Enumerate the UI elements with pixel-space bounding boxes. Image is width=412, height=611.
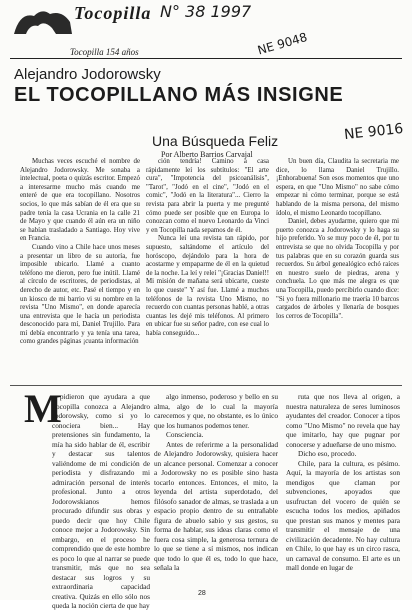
masthead-title: Tocopilla: [74, 3, 152, 23]
masthead-divider: [10, 58, 402, 59]
paragraph: Muchas veces escuché el nombre de Alejandro Jodorowsky. Me sonaba a intelectual, poeta o quizás escritor. Empezó a interesarme mucho más cuando me enteré de que era tocopillano. Nosotros socios, lo que más sabían de él era que su padre tenía la casa Ucrania en la calle 21 de Mayo y que cuando él aún era un niño se habían trasladado a Santiago. Hoy vive en Francia.: [20, 158, 140, 243]
paragraph: Dicho eso, procedo.: [298, 449, 357, 458]
masthead-subtitle: Tocopilla 154 años: [70, 47, 139, 57]
paragraph: algo inmenso, poderoso y bello en su alma, algo de lo cual la mayoría carecemos y que, no obstante, es lo único que los humanos podemos tener.: [154, 392, 278, 430]
article-headline: EL TOCOPILLANO MÁS INSIGNE: [14, 84, 344, 106]
bottom-column-3: [286, 392, 400, 573]
text-column-2: [146, 158, 269, 338]
handwritten-reference-note-right: NE 9016: [343, 120, 405, 144]
text-column-3: [276, 158, 399, 321]
handwritten-reference-note: NE 9048: [256, 29, 309, 58]
paragraph: Antes de referirme a la personalidad de Alejandro Jodorowsky, quisiera hacer un alcance personal. Comenzar a conocer a Jodorowsky no es posible sino hasta tocarlo entonces. Entonces, el mito, la leyenda del artista superdotado, del filósofo sanador de almas, se traslada a un espacio propio dentro de su entrañable figura de abuelo sabio y sus gestos, su forma de hablar, sus ideas claras como el fuera cosa simple, la generosa ternura de lo que se tiene a sí mismos, nos indican que todo lo que él es, todo lo que hace, señala la: [154, 439, 278, 572]
drop-cap: M: [24, 386, 62, 431]
masthead-illustration: [12, 6, 74, 36]
paragraph: Consciencia.: [166, 430, 204, 439]
paragraph: ción tendría! Camino a casa rápidamente leí los subtítulos: "El arte cura", "Impotencia del psicoanálisis", "Tarot", "Jodó en el cine", "Jodó en el comic", "Jodó en la literatura"... Cierro la revista para abrir la puerta y me pregunté cómo puede ser posible que en Europa lo conozcan como el nuevo Leonardo da Vinci y en Tocopilla nada sepamos de él.: [146, 158, 269, 234]
paragraph: Cuando vino a Chile hace unos meses a presentar un libro de su autoría, fue imposible ubicarlo. Llamé a cuanto teléfono me dieron, pero fue inútil. Llamé al círculo de escritores, de periodistas, al derecho de autor, etc. Pasé el tiempo y en un kiosco de mi barrio vi su nombre en la revista "Uno Mismo", en donde aparecía una entrevista que le hacía un periodista desconocido para mí, Daniel Trujillo. Para mí debía encontrarlo y ya tenía una tarea, como grandes páginas ¡cuanta información: [20, 243, 140, 346]
paragraph: ruta que nos lleva al origen, a nuestra naturaleza de seres luminosos ayudantes del creador. Conocer a tipos como "Uno Mismo" no revela que hay que imitarlo, hay que pugnar por conocerse y adueñarse de uno mismo.: [286, 392, 400, 449]
paragraph: Nunca leí una revista tan rápido, por supuesto, saltándome el artículo del horóscopo, dejándolo para la hora de acostarme y empaparme de él en la quietud de la noche. La leí y releí "¡Gracias Daniel!! Mi misión de mañana será ubicarte, cueste lo que cueste" Y así fue. Llamé a muchos teléfonos de la revista Uno Mismo, no recuerdo con cuantas personas hablé, a otras cuantas les dejé mis teléfonos. Al primero en ubicar fue su señor padre, con ese cual lo había conseguido...: [146, 235, 269, 337]
article-subheading: Una Búsqueda Feliz: [152, 133, 279, 149]
handwritten-issue-note: N° 38 1997: [160, 2, 252, 21]
text-column-1: [20, 158, 140, 347]
paragraph: Un buen día, Claudita la secretaria me dice, lo llama Daniel Trujillo. ¡Enhorabuena! Son esos momentos que uno espera, en que "Uno Mismo" no sabe cómo empezar ni cómo terminar, porque se está hablando de la misma persona, del mismo ídolo, el mismo Leonardo tocopillano.: [276, 158, 399, 217]
bottom-column-2: [154, 392, 278, 573]
paragraph: e pidieron que ayudara a que Tocopilla conozca a Alejandro Jodorowsky, como si yo lo conociera bien... Hay pretensiones sin fundamento, la mía ha sido hablar de él, escribir y destacar sus talentos valiéndome de mi condición de periodista y disfrazando mi admiración personal de interés profesional. Junto a otros Jodorowskianos hemos procurado difundir sus obras y puedo decir que hoy Chile conoce mejor a Jodorowsky. Sin embargo, en el proceso he comprendido que de este hombre es poco lo que al narrar se puede transmitir, más que no sea destacar sus logros y su extraordinaria capacidad creativa. Quizás en ello sólo nos queda la noción cierta de que hay: [52, 392, 150, 610]
article-byline: Por Alberto Barrios Carvajal: [161, 150, 253, 159]
bottom-column-1: [52, 392, 150, 611]
paragraph: Chile, para la cultura, es pésimo. Aquí, la mayoría de los artistas son mendigos que claman por subvenciones, apoyados que usufructan del vocero de quién se escucha todos los medios, apiñados que prestan sus manos y mentes para transmitir el mensaje de una civilización decadente. No hay cultura en Chile, lo que hay es un circo rasca, un carnaval de consumo. El arte es un mall donde en lugar de: [286, 458, 400, 572]
paragraph: Daniel, debes ayudarme, quiero que mi puerto conozca a Jodorowsky y lo haga su hijo preferido. Yo se muy poco de él, por tu entrevista se que no olvida Tocopilla y por tus palabras que en su corazón guarda sus recuerdos. Su árbol genealógico echó raíces en nuestro suelo de piedras, arena y conchuela. Lo que más me alegra es que una Tocopilla, puedo percibirlo cuando dice: "Si yo fuera millonario me traería 10 barcos cargados de árboles y llenaría de bosques los cerros de Tocopilla".: [276, 218, 399, 320]
section-divider: [10, 385, 402, 386]
article-author: Alejandro Jodorowsky: [14, 66, 161, 83]
page-number: 28: [198, 590, 206, 597]
